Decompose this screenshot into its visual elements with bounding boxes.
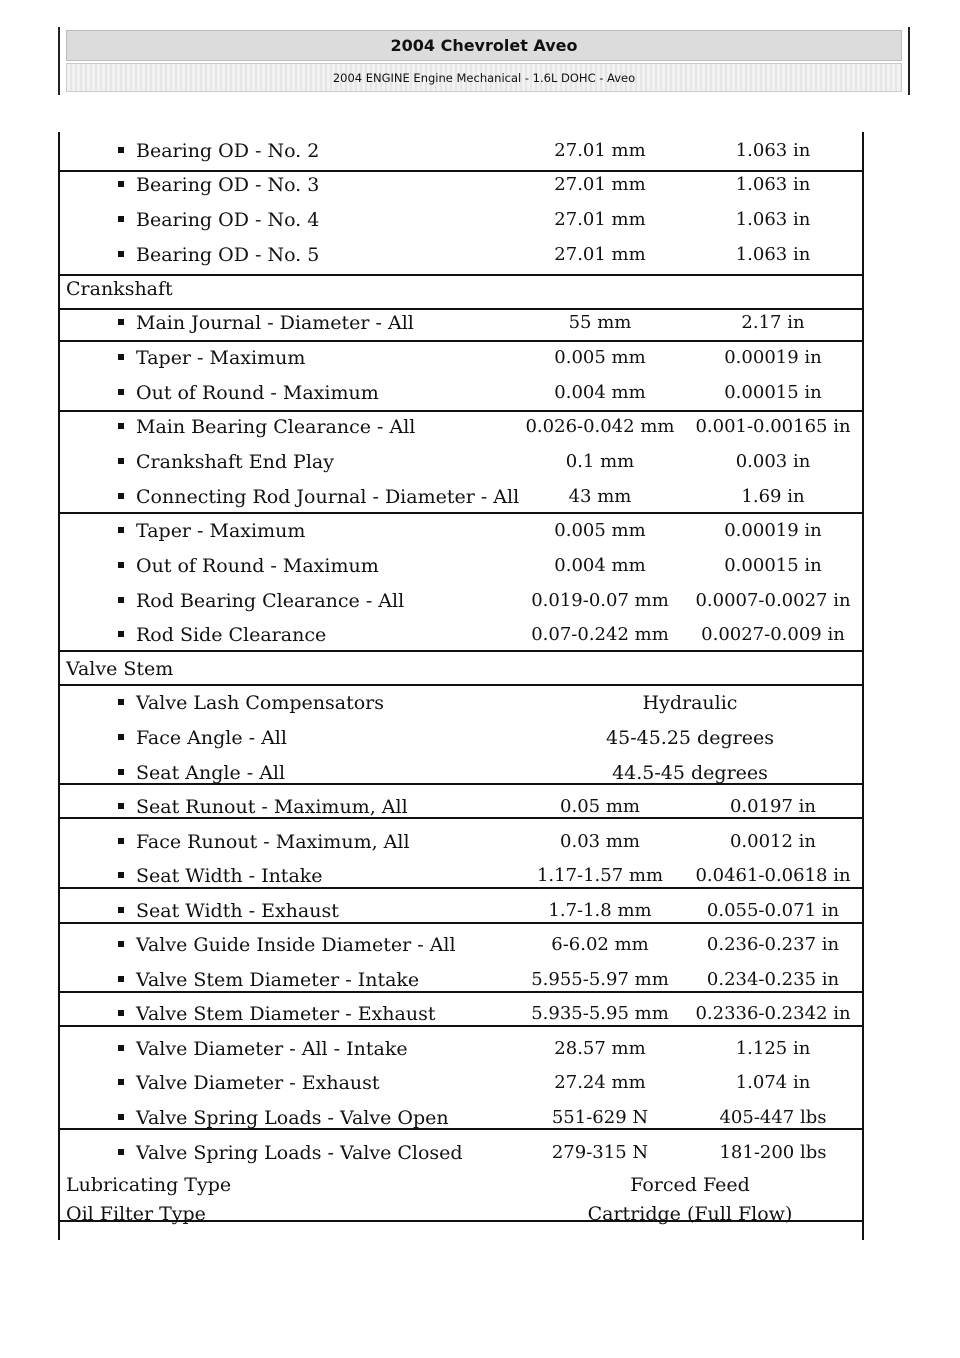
bullet-icon xyxy=(118,1010,124,1016)
spec-label: Out of Round - Maximum xyxy=(136,555,379,577)
metric-value: 5.955-5.97 mm xyxy=(531,969,669,990)
imperial-value: 2.17 in xyxy=(741,312,805,333)
spec-label: Seat Angle - All xyxy=(136,762,286,784)
section-heading-row xyxy=(60,656,862,689)
spec-label: Rod Side Clearance xyxy=(136,624,327,646)
metric-value: 0.1 mm xyxy=(565,451,635,472)
imperial-value: 1.69 in xyxy=(741,486,805,507)
bullet-icon xyxy=(118,631,124,637)
metric-value: 551-629 N xyxy=(551,1107,649,1128)
table-row xyxy=(60,310,862,343)
spec-value: Hydraulic xyxy=(642,692,738,714)
bullet-icon xyxy=(118,803,124,809)
spec-label: Seat Width - Exhaust xyxy=(136,900,339,922)
bullet-icon xyxy=(118,838,124,844)
imperial-value: 405-447 lbs xyxy=(719,1107,827,1128)
metric-value: 0.07-0.242 mm xyxy=(531,624,669,645)
metric-value: 1.17-1.57 mm xyxy=(536,865,664,886)
imperial-value: 0.2336-0.2342 in xyxy=(695,1003,851,1024)
metric-value: 28.57 mm xyxy=(554,1038,646,1059)
imperial-value: 1.125 in xyxy=(735,1038,811,1059)
spec-item xyxy=(118,174,319,196)
spec-label: Main Journal - Diameter - All xyxy=(136,312,414,334)
table-row xyxy=(60,1201,862,1234)
table-row xyxy=(60,553,862,586)
table-row xyxy=(60,345,862,378)
section-heading: Valve Stem xyxy=(66,658,174,680)
spec-label: Bearing OD - No. 2 xyxy=(136,140,320,162)
metric-value: 0.026-0.042 mm xyxy=(525,416,675,437)
spec-item xyxy=(118,1107,449,1129)
table-row xyxy=(60,1036,862,1069)
spec-item xyxy=(118,555,379,577)
imperial-value: 0.0197 in xyxy=(729,796,817,817)
spec-label: Crankshaft End Play xyxy=(136,451,334,473)
spec-label: Valve Spring Loads - Valve Open xyxy=(136,1107,449,1129)
metric-value: 0.019-0.07 mm xyxy=(531,590,669,611)
spec-item xyxy=(118,209,319,231)
metric-value: 0.005 mm xyxy=(554,347,646,368)
bullet-icon xyxy=(118,941,124,947)
spec-label: Bearing OD - No. 3 xyxy=(136,174,320,196)
table-row xyxy=(60,794,862,827)
spec-item xyxy=(118,382,379,404)
spec-label: Valve Stem Diameter - Exhaust xyxy=(136,1003,436,1025)
specifications-table xyxy=(58,132,864,1240)
spec-item xyxy=(118,831,410,853)
table-row xyxy=(60,1105,862,1138)
spec-item xyxy=(118,416,415,438)
metric-value: 0.03 mm xyxy=(560,831,640,852)
spec-label: Taper - Maximum xyxy=(136,520,306,542)
table-row xyxy=(60,207,862,240)
spec-item xyxy=(118,865,323,887)
spec-label: Out of Round - Maximum xyxy=(136,382,379,404)
table-row xyxy=(60,242,862,275)
spec-label: Connecting Rod Journal - Diameter - All xyxy=(136,486,520,508)
spec-value: Cartridge (Full Flow) xyxy=(587,1203,793,1225)
spec-item xyxy=(118,1142,463,1164)
bullet-icon xyxy=(118,562,124,568)
metric-value: 279-315 N xyxy=(551,1142,649,1163)
bullet-icon xyxy=(118,181,124,187)
spec-label: Bearing OD - No. 5 xyxy=(136,244,320,266)
metric-value: 27.01 mm xyxy=(554,174,646,195)
metric-value: 0.004 mm xyxy=(554,555,646,576)
bullet-icon xyxy=(118,354,124,360)
imperial-value: 0.0027-0.009 in xyxy=(701,624,845,645)
metric-value: 0.004 mm xyxy=(554,382,646,403)
table-row xyxy=(60,588,862,621)
spec-label: Face Angle - All xyxy=(136,727,287,749)
spec-item xyxy=(118,1038,408,1060)
table-row xyxy=(60,622,862,655)
spec-item xyxy=(118,590,404,612)
table-row xyxy=(60,863,862,896)
spec-item xyxy=(118,312,414,334)
spec-label: Valve Lash Compensators xyxy=(136,692,384,714)
imperial-value: 1.063 in xyxy=(735,174,811,195)
spec-label: Face Runout - Maximum, All xyxy=(136,831,410,853)
spec-label: Taper - Maximum xyxy=(136,347,306,369)
table-row xyxy=(60,829,862,862)
metric-value: 5.935-5.95 mm xyxy=(531,1003,669,1024)
imperial-value: 1.063 in xyxy=(735,209,811,230)
bullet-icon xyxy=(118,734,124,740)
metric-value: 0.05 mm xyxy=(560,796,640,817)
table-row xyxy=(60,449,862,482)
imperial-value: 0.234-0.235 in xyxy=(706,969,840,990)
document-header xyxy=(58,27,910,95)
table-row xyxy=(60,967,862,1000)
spec-item xyxy=(118,451,334,473)
imperial-value: 0.001-0.00165 in xyxy=(695,416,851,437)
metric-value: 43 mm xyxy=(568,486,632,507)
spec-label: Oil Filter Type xyxy=(66,1203,206,1225)
imperial-value: 0.00015 in xyxy=(724,555,822,576)
metric-value: 55 mm xyxy=(568,312,632,333)
imperial-value: 1.063 in xyxy=(735,140,811,161)
metric-value: 6-6.02 mm xyxy=(551,934,649,955)
imperial-value: 0.0007-0.0027 in xyxy=(695,590,851,611)
table-row xyxy=(60,932,862,965)
spec-label: Valve Diameter - All - Intake xyxy=(136,1038,408,1060)
metric-value: 0.005 mm xyxy=(554,520,646,541)
table-row xyxy=(60,484,862,517)
imperial-value: 0.236-0.237 in xyxy=(706,934,840,955)
document-title: 2004 Chevrolet Aveo xyxy=(66,30,902,61)
imperial-value: 0.00019 in xyxy=(724,347,822,368)
spec-item xyxy=(118,934,456,956)
metric-value: 27.01 mm xyxy=(554,209,646,230)
spec-item xyxy=(118,347,305,369)
bullet-icon xyxy=(118,251,124,257)
bullet-icon xyxy=(118,769,124,775)
spec-item xyxy=(118,1072,380,1094)
spec-label: Main Bearing Clearance - All xyxy=(136,416,416,438)
bullet-icon xyxy=(118,216,124,222)
spec-item xyxy=(118,140,319,162)
spec-item xyxy=(118,900,339,922)
bullet-icon xyxy=(118,699,124,705)
imperial-value: 181-200 lbs xyxy=(719,1142,827,1163)
table-row xyxy=(60,760,862,793)
spec-label: Valve Guide Inside Diameter - All xyxy=(136,934,456,956)
spec-label: Seat Runout - Maximum, All xyxy=(136,796,408,818)
spec-label: Valve Spring Loads - Valve Closed xyxy=(136,1142,463,1164)
bullet-icon xyxy=(118,1114,124,1120)
imperial-value: 0.055-0.071 in xyxy=(706,900,840,921)
table-row xyxy=(60,898,862,931)
bullet-icon xyxy=(118,597,124,603)
document-subtitle: 2004 ENGINE Engine Mechanical - 1.6L DOHC - Aveo xyxy=(66,63,902,92)
metric-value: 27.01 mm xyxy=(554,244,646,265)
bullet-icon xyxy=(118,493,124,499)
spec-item xyxy=(118,486,519,508)
spec-item xyxy=(118,796,408,818)
spec-item xyxy=(118,762,285,784)
imperial-value: 0.003 in xyxy=(735,451,811,472)
spec-item xyxy=(118,520,305,542)
spec-item xyxy=(118,969,419,991)
metric-value: 27.24 mm xyxy=(554,1072,646,1093)
table-row xyxy=(60,1070,862,1103)
spec-item xyxy=(118,244,319,266)
imperial-value: 0.0012 in xyxy=(729,831,817,852)
spec-label: Valve Stem Diameter - Intake xyxy=(136,969,420,991)
spec-value: 45-45.25 degrees xyxy=(606,727,774,749)
imperial-value: 1.063 in xyxy=(735,244,811,265)
imperial-value: 1.074 in xyxy=(735,1072,811,1093)
imperial-value: 0.0461-0.0618 in xyxy=(695,865,851,886)
bullet-icon xyxy=(118,527,124,533)
metric-value: 1.7-1.8 mm xyxy=(548,900,652,921)
spec-item xyxy=(118,727,287,749)
bullet-icon xyxy=(118,976,124,982)
bullet-icon xyxy=(118,319,124,325)
table-row xyxy=(60,380,862,413)
bullet-icon xyxy=(118,1149,124,1155)
section-heading: Crankshaft xyxy=(66,278,173,300)
spec-label: Valve Diameter - Exhaust xyxy=(136,1072,380,1094)
table-row xyxy=(60,414,862,447)
imperial-value: 0.00019 in xyxy=(724,520,822,541)
table-row xyxy=(60,518,862,551)
bullet-icon xyxy=(118,458,124,464)
bullet-icon xyxy=(118,389,124,395)
table-row xyxy=(60,172,862,205)
section-heading-row xyxy=(60,276,862,309)
table-row xyxy=(60,725,862,758)
spec-item xyxy=(118,1003,435,1025)
bullet-icon xyxy=(118,872,124,878)
bullet-icon xyxy=(118,147,124,153)
metric-value: 27.01 mm xyxy=(554,140,646,161)
spec-item xyxy=(118,692,384,714)
bullet-icon xyxy=(118,423,124,429)
table-row xyxy=(60,690,862,723)
spec-item xyxy=(118,624,326,646)
spec-label: Lubricating Type xyxy=(66,1174,232,1196)
spec-label: Seat Width - Intake xyxy=(136,865,323,887)
spec-value: 44.5-45 degrees xyxy=(612,762,768,784)
table-row xyxy=(60,138,862,171)
bullet-icon xyxy=(118,1045,124,1051)
bullet-icon xyxy=(118,1079,124,1085)
bullet-icon xyxy=(118,907,124,913)
spec-label: Rod Bearing Clearance - All xyxy=(136,590,405,612)
table-row xyxy=(60,1001,862,1034)
imperial-value: 0.00015 in xyxy=(724,382,822,403)
table-row xyxy=(60,1140,862,1173)
spec-value: Forced Feed xyxy=(630,1174,750,1196)
spec-label: Bearing OD - No. 4 xyxy=(136,209,320,231)
